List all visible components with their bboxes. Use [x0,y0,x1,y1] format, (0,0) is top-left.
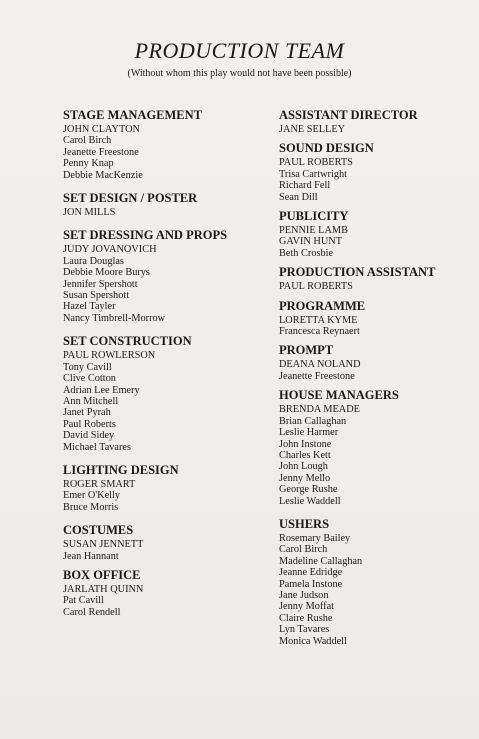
team-member: George Rushe [279,484,338,496]
section-box-office [63,568,263,618]
section-lead: DEANA NOLAND [279,359,361,371]
team-member: Jane Judson [279,589,329,601]
team-member: Jeanne Edridge [279,567,343,579]
team-member: Nancy Timbrell-Morrow [63,312,166,324]
team-member: GAVIN HUNT [279,236,343,248]
section-lead: JUDY JOVANOVICH [63,244,157,256]
team-member: Trisa Cartwright [279,168,347,180]
section-title: SOUND DESIGN [279,141,374,156]
section-lead: JON MILLS [63,207,116,219]
team-member: Jennifer Spershott [63,278,138,290]
section-set-construction [63,334,263,453]
section-title: COSTUMES [63,523,134,538]
section-lead: JARLATH QUINN [63,583,144,595]
section-lead: PENNIE LAMB [279,225,348,237]
section-lighting-design [63,463,263,513]
page-subtitle: (Without whom this play would not have been possible) [127,68,352,79]
team-member: John Instone [279,438,332,450]
section-title: STAGE MANAGEMENT [63,108,203,122]
section-ushers [279,517,469,647]
section-lead: PAUL ROWLERSON [63,350,156,362]
team-member: Monica Waddell [279,635,347,647]
section-set-dressing-and-props [63,228,263,324]
section-title: PUBLICITY [279,209,349,224]
section-title: SET DESIGN / POSTER [63,191,198,206]
team-member: Jean Hannant [63,550,119,562]
section-lead: PAUL ROBERTS [279,281,353,293]
section-publicity [279,209,469,259]
section-title: PRODUCTION ASSISTANT [279,265,436,280]
left-column [63,108,263,618]
team-member: Beth Crosbie [279,247,334,259]
team-member: Pamela Instone [279,578,343,590]
team-member: Bruce Morris [63,501,119,513]
section-lead: JOHN CLAYTON [63,124,140,135]
team-member: Jeanette Freestone [279,370,355,382]
section-lead: LORETTA KYME [279,314,358,326]
page-title: PRODUCTION TEAM [134,38,345,63]
team-member: Carol Rendell [63,606,121,618]
team-member: Clive Cotton [63,373,116,385]
section-stage-management [63,108,263,181]
section-title: BOX OFFICE [63,567,141,582]
team-member: Charles Kett [279,449,331,461]
team-member: John Lough [279,461,328,473]
team-member: Jenny Mello [279,472,331,484]
team-member: Tony Cavill [63,361,112,373]
team-member: Debbie Moore Burys [63,267,150,279]
team-member: Carol Birch [63,135,112,147]
section-house-managers [279,388,469,507]
team-member: Brian Callaghan [279,415,347,427]
team-member: Richard Fell [279,180,331,192]
team-member: Susan Spershott [63,290,130,302]
team-member: Paul Roberts [63,418,116,430]
section-title: HOUSE MANAGERS [279,388,399,403]
team-member: Claire Rushe [279,612,333,624]
team-member: Emer O'Kelly [63,490,121,502]
team-member: Adrian Lee Emery [63,384,140,396]
section-programme [279,299,469,338]
section-prompt [279,343,469,382]
team-member: Debbie MacKenzie [63,169,143,181]
section-sound-design [279,141,469,203]
section-production-assistant [279,265,469,292]
section-title: USHERS [279,516,330,531]
team-member: Carol Birch [279,544,328,556]
section-lead: BRENDA MEADE [279,404,360,416]
team-member: Jenny Moffat [279,601,335,613]
team-member: Leslie Waddell [279,495,341,507]
team-member: Pat Cavill [63,595,104,607]
team-member: Jeanette Freestone [63,146,139,158]
section-lead: JANE SELLEY [279,124,346,135]
team-member: Ann Mitchell [63,395,119,407]
section-title: SET DRESSING AND PROPS [63,228,228,243]
section-title: ASSISTANT DIRECTOR [279,108,418,122]
section-title: PROMPT [279,343,334,358]
team-member: David Sidey [63,430,115,442]
right-column [279,108,469,647]
section-title: SET CONSTRUCTION [63,334,192,349]
team-member: Laura Douglas [63,255,124,267]
team-member: Sean Dill [279,191,318,203]
section-lead: ROGER SMART [63,478,136,490]
section-assistant-director [279,108,469,135]
section-title: PROGRAMME [279,298,366,313]
team-member: Michael Tavares [63,441,131,453]
section-set-design-poster [63,191,263,218]
section-title: LIGHTING DESIGN [63,462,179,477]
section-lead: PAUL ROBERTS [279,157,353,169]
team-member: Lyn Tavares [279,624,330,636]
team-member: Janet Pyrah [63,407,111,419]
team-member: Penny Knap [63,158,114,170]
section-costumes [63,523,263,562]
team-member: Hazel Tayler [63,301,116,313]
team-member: Madeline Callaghan [279,555,363,567]
team-member: Leslie Harmer [279,427,339,439]
section-lead: SUSAN JENNETT [63,539,144,551]
team-member: Francesca Reynaert [279,326,360,338]
team-member: Rosemary Bailey [279,532,351,544]
